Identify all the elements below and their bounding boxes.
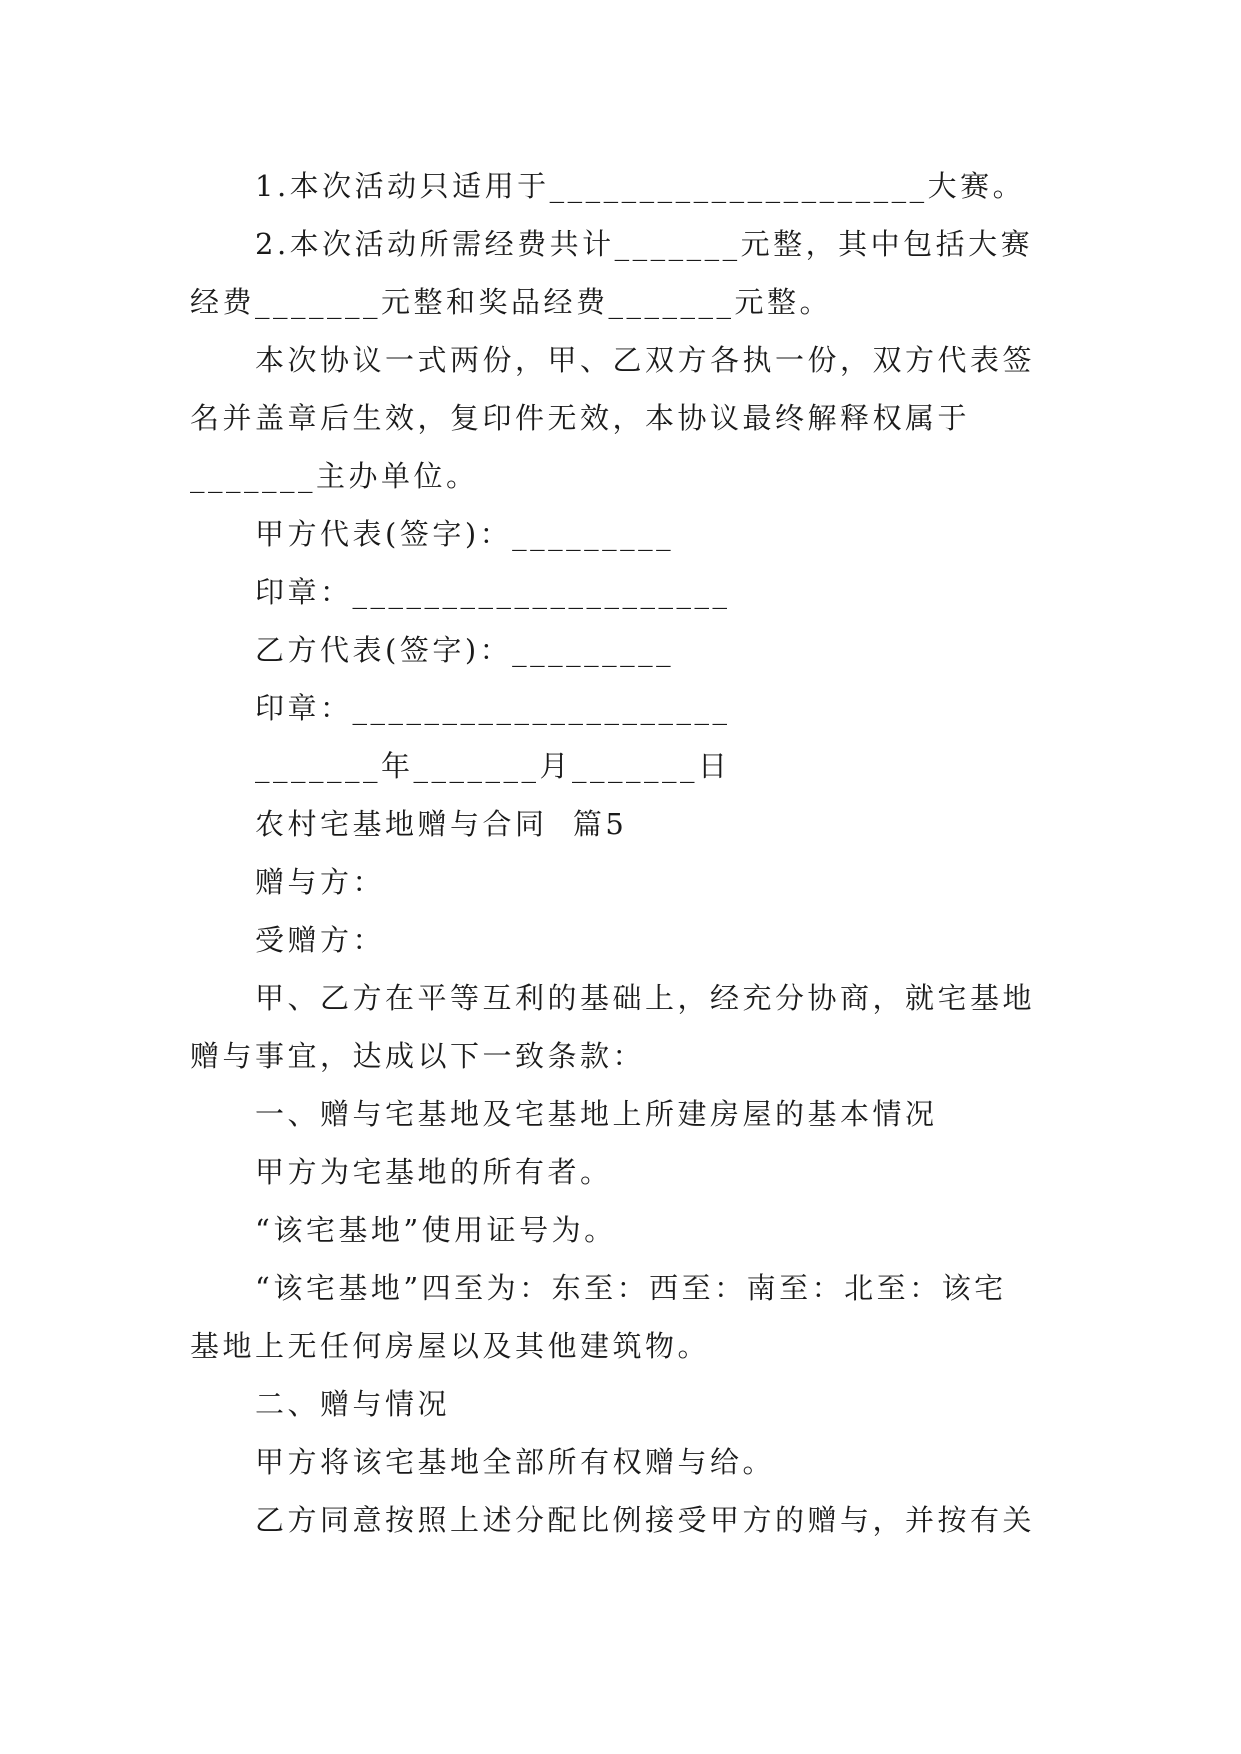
clause-2-line-2: 经费_______元整和奖品经费_______元整。: [190, 285, 833, 319]
acceptance-line: 乙方同意按照上述分配比例接受甲方的赠与，并按有关: [255, 1503, 1036, 1537]
agreement-copies-line-1: 本次协议一式两份，甲、乙双方各执一份，双方代表签: [255, 343, 1036, 377]
boundaries-line-2: 基地上无任何房屋以及其他建筑物。: [190, 1329, 711, 1363]
agreement-copies-line-3: _______主办单位。: [190, 459, 479, 493]
party-a-seal-line: 印章：_____________________: [255, 575, 731, 609]
donor-line: 赠与方：: [255, 865, 386, 899]
party-b-signature-line: 乙方代表(签字)：_________: [255, 633, 675, 667]
article-1-heading: 一、赠与宅基地及宅基地上所建房屋的基本情况: [255, 1097, 938, 1131]
clause-2-line-1: 2.本次活动所需经费共计_______元整，其中包括大赛: [255, 227, 1034, 261]
agreement-copies-line-2: 名并盖章后生效，复印件无效，本协议最终解释权属于: [190, 401, 971, 435]
boundaries-line-1: “该宅基地”四至为：东至：西至：南至：北至：该宅: [255, 1271, 1007, 1305]
party-b-seal-line: 印章：_____________________: [255, 691, 731, 725]
article-2-heading: 二、赠与情况: [255, 1387, 451, 1421]
donee-line: 受赠方：: [255, 923, 386, 957]
certificate-line: “该宅基地”使用证号为。: [255, 1213, 617, 1247]
party-a-signature-line: 甲方代表(签字)：_________: [255, 517, 675, 551]
preamble-line-1: 甲、乙方在平等互利的基础上，经充分协商，就宅基地: [255, 981, 1036, 1015]
gift-line: 甲方将该宅基地全部所有权赠与给。: [255, 1445, 776, 1479]
section-title: 农村宅基地赠与合同 篇5: [255, 807, 628, 841]
preamble-line-2: 赠与事宜，达成以下一致条款：: [190, 1039, 646, 1073]
clause-1-line: 1.本次活动只适用于_____________________大赛。: [255, 169, 1026, 203]
owner-line: 甲方为宅基地的所有者。: [255, 1155, 613, 1189]
date-line: _______年_______月_______日: [255, 749, 731, 783]
